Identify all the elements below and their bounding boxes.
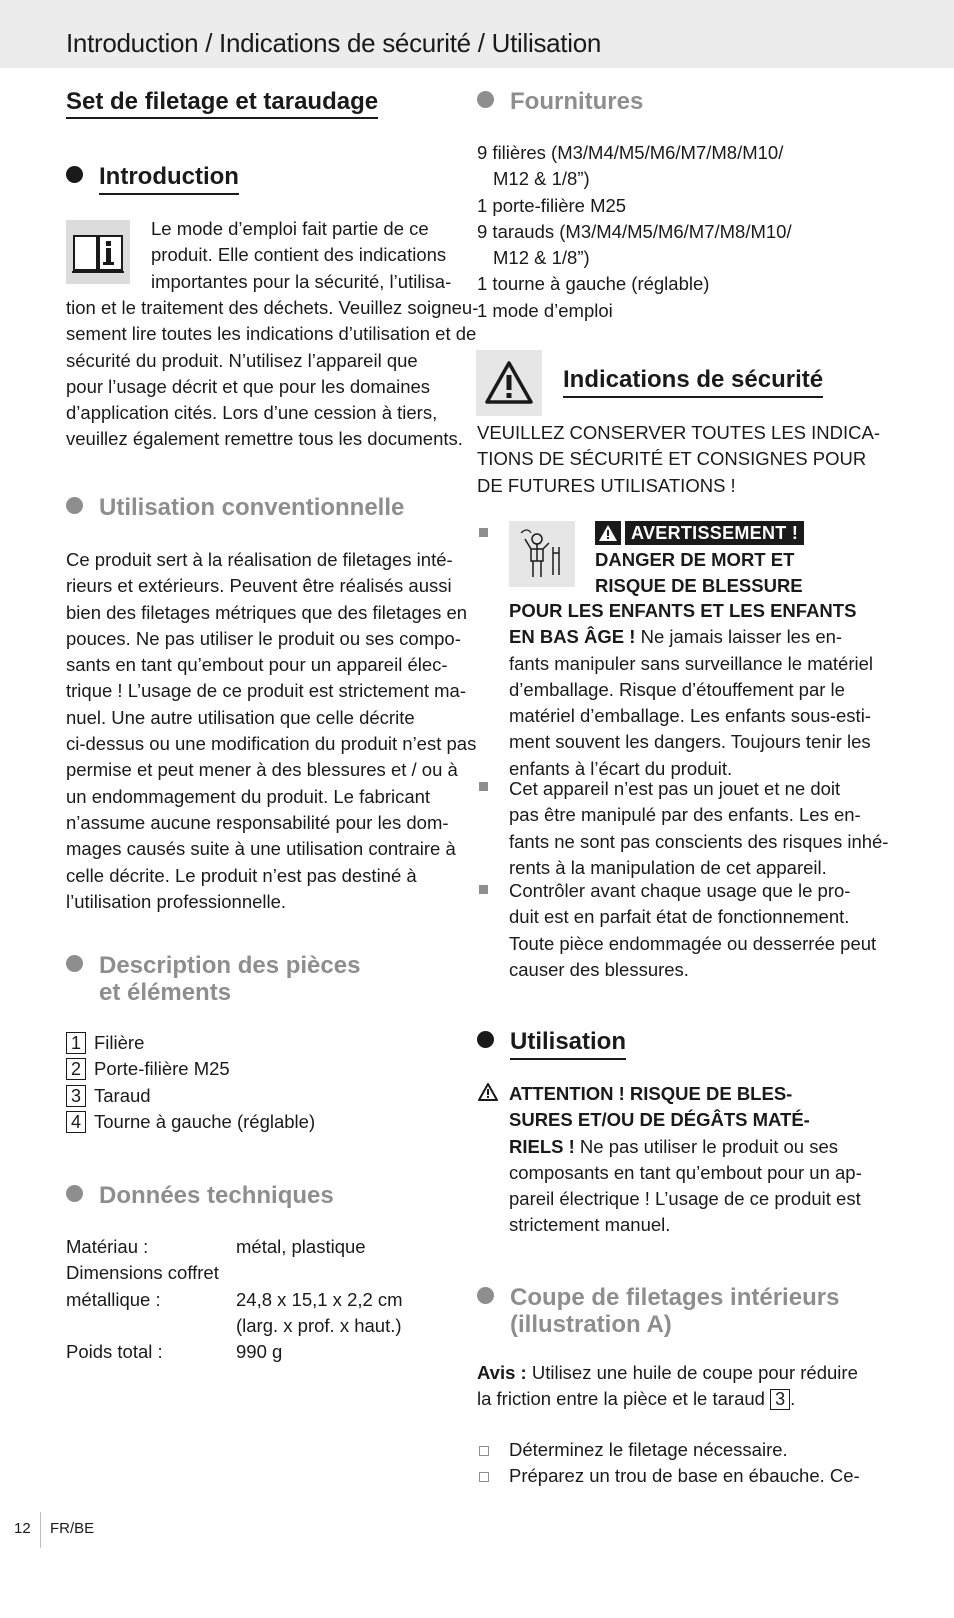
intro-heading: Introduction (66, 163, 239, 191)
page-header (0, 0, 954, 68)
safety-heading: Indications de sécurité (563, 366, 823, 394)
square-bullet-icon (479, 528, 488, 537)
intro-text-body: tion et le traitement des déchets. Veuillez soigneu- sement lire toutes les indications d’utilisation et de sécurité du produit. N’utilisez l’appareil que pour l’usage décrit et que pour les domaines d’application cités. Lors d’une cession à tiers, veuillez également remettre tous les documents. (66, 297, 479, 450)
danger-title: DANGER DE MORT ET RISQUE DE BLESSURE (595, 549, 803, 597)
bullet-dot-icon (66, 166, 83, 183)
cutting-note: Avis : Utilisez une huile de coupe pour réduire la friction entre la pièce et le taraud 3 . (477, 1362, 858, 1410)
warning-small-icon (595, 521, 621, 545)
table-row: Matériau : métal, plastique (66, 1236, 366, 1257)
cutting-heading: Coupe de filetages intérieurs (illustration A) (477, 1284, 897, 1338)
parts-heading: Description des pièces et éléments (66, 952, 466, 1006)
bullet-dot-icon (66, 497, 83, 514)
utilisation-heading: Utilisation (477, 1028, 626, 1056)
bullet-dot-icon (477, 1287, 494, 1304)
cutting-step: Déterminez le filetage nécessaire. (509, 1439, 788, 1460)
safety-bullet-check: Contrôler avant chaque usage que le pro- duit est en parfait état de fonctionnement. Toute pièce endommagée ou desserrée peut causer des blessures. (509, 880, 877, 980)
warning-triangle-icon (476, 350, 542, 416)
child-warning-icon (509, 521, 575, 587)
bullet-dot-icon (66, 1185, 83, 1202)
table-row: Poids total : 990 g (66, 1341, 283, 1363)
list-item: 3 Taraud (66, 1083, 466, 1109)
checkbox-bullet-icon (479, 1472, 489, 1482)
supplies-heading: Fournitures (477, 88, 643, 115)
table-row: Dimensions coffret (66, 1262, 219, 1284)
list-item: 2 Porte-filière M25 (66, 1056, 466, 1082)
footer-divider (40, 1512, 41, 1548)
checkbox-bullet-icon (479, 1446, 489, 1456)
bullet-dot-icon (477, 91, 494, 108)
usage-text: Ce produit sert à la réalisation de filetages inté- rieurs et extérieurs. Peuvent être réalisés aussi bien des filetages métriques que des filetages en pouces. Ne pas utiliser le produit ou ses compo- sants en tant qu’embout pour un appareil élec- trique ! L’usage de ce produit est strictement ma- nuel. Une autre utilisation que celle décrite ci-dessus ou une modification du produit n’est pas permise et peut mener à des blessures et / ou à un endommagement du produit. Le fabricant n’assume aucune responsabilité pour les dom- mages causés suite à une utilisation contraire à celle décrite. Le produit n’est pas destiné à l’utilisation professionnelle. (66, 549, 477, 912)
document-title: Set de filetage et taraudage (66, 88, 378, 116)
warning-badge: AVERTISSEMENT ! (595, 521, 804, 545)
cutting-step: Préparez un trou de base en ébauche. Ce- (509, 1465, 860, 1486)
safety-bullet-toy: Cet appareil n’est pas un jouet et ne doit pas être manipulé par des enfants. Les en- fants ne sont pas conscients des risques inhé- rents à la manipulation de cet appareil. (509, 778, 889, 878)
attention-triangle-icon (477, 1082, 499, 1107)
header-title: Introduction / Indications de sécurité / Utilisation (66, 28, 602, 58)
language-code: FR/BE (50, 1520, 95, 1537)
square-bullet-icon (479, 782, 488, 791)
table-row: (larg. x prof. x haut.) (236, 1314, 402, 1336)
danger-text: POUR LES ENFANTS ET LES ENFANTS EN BAS ÂGE ! Ne jamais laisser les en- fants manipuler sans surveillance le matériel d’emballage. Risque d’étouffement par le matériel d’emballage. Les enfants sous-esti- ment souvent les dangers. Toujours tenir les enfants à l’écart du produit. (509, 600, 874, 779)
page-number: 12 (14, 1520, 31, 1537)
list-item: 4 Tourne à gauche (réglable) (66, 1109, 466, 1135)
bullet-dot-icon (477, 1031, 494, 1048)
square-bullet-icon (479, 885, 488, 894)
part-ref-box: 3 (770, 1389, 790, 1410)
supplies-list: 9 filières (M3/M4/M5/M6/M7/M8/M10/ M12 & 1/8”) 1 porte-filière M25 9 tarauds (M3/M4/M5/M6/M7/M8/M10/ M12 & 1/8”) 1 tourne à gauche (réglable) 1 mode d’emploi (477, 142, 792, 321)
parts-list (66, 1030, 466, 1135)
table-row: métallique : 24,8 x 15,1 x 2,2 cm (66, 1288, 403, 1310)
tech-heading: Données techniques (66, 1182, 334, 1209)
bullet-dot-icon (66, 955, 83, 972)
attention-text: ATTENTION ! RISQUE DE BLES- SURES ET/OU DE DÉGÂTS MATÉ- RIELS ! Ne pas utiliser le produit ou ses composants en tant qu’embout pour un ap- pareil électrique ! L’usage de ce produit est strictement manuel. (509, 1083, 862, 1236)
safety-keep-notice: VEUILLEZ CONSERVER TOUTES LES INDICA- TIONS DE SÉCURITÉ ET CONSIGNES POUR DE FUTURES UTILISATIONS ! (477, 422, 880, 496)
usage-heading: Utilisation conventionnelle (66, 494, 404, 521)
tech-table (66, 1234, 466, 1365)
intro-text-top: Le mode d’emploi fait partie de ce produit. Elle contient des indications importantes pour la sécurité, l’utilisa- (151, 218, 452, 292)
list-item: 1 Filière (66, 1030, 466, 1056)
info-book-icon (66, 220, 130, 284)
